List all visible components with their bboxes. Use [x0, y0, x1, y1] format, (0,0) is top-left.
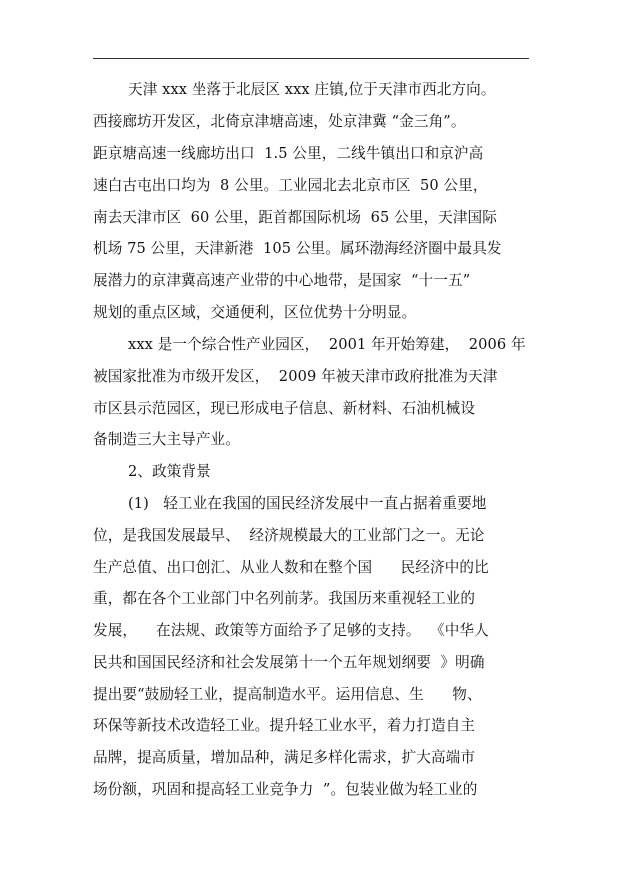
text-line: 场份额，巩固和提高轻工业竞争力 ”。包装业做为轻工业的 [93, 781, 478, 798]
text-line: 生产总值、出口创汇、从业人数和在整个国 民经济中的比 [93, 559, 489, 576]
header-rule [93, 58, 529, 59]
text-line: 距京塘高速一线廊坊出口 1.5 公里，二线牛镇出口和京沪高 [93, 145, 484, 162]
text-line: 速白古屯出口均为 8 公里。工业园北去北京市区 50 公里， [93, 177, 488, 194]
text-line: 民共和国国民经济和社会发展第十一个五年规划纲要 》明确 [93, 654, 485, 671]
text-line: 品牌，提高质量，增加品种，满足多样化需求，扩大高端市 [93, 749, 476, 766]
text-line: 被国家批准为市级开发区， 2009 年被天津市政府批准为天津 [93, 368, 498, 385]
text-line: 展潜力的京津冀高速产业带的中心地带，是国家 “十一五” [93, 272, 471, 289]
text-line: 备制造三大主导产业。 [93, 431, 240, 448]
text-line: (1) 轻工业在我国的国民经济发展中一直占据着重要地 [128, 495, 487, 512]
text-line: xxx 是一个综合性产业园区， 2001 年开始筹建， 2006 年 [128, 336, 526, 353]
text-line: 市区县示范园区，现已形成电子信息、新材料、石油机械设 [93, 400, 476, 417]
text-line: 位，是我国发展最早、 经济规模最大的工业部门之一。无论 [93, 527, 485, 544]
text-line: 发展， 在法规、政策等方面给予了足够的支持。 《中华人 [93, 622, 489, 639]
text-line: 重，都在各个工业部门中名列前茅。我国历来重视轻工业的 [93, 590, 476, 607]
section-heading: 2、政策背景 [128, 463, 211, 480]
text-line: 环保等新技术改造轻工业。提升轻工业水平，着力打造自主 [93, 717, 476, 734]
text-line: 规划的重点区域，交通便利，区位优势十分明显。 [93, 304, 417, 321]
text-line: 天津 xxx 坐落于北辰区 xxx 庄镇,位于天津市西北方向。 [128, 81, 496, 98]
text-line: 南去天津市区 60 公里，距首都国际机场 65 公里，天津国际 [93, 209, 497, 226]
text-line: 西接廊坊开发区，北倚京津塘高速，处京津冀 “金三角”。 [93, 113, 466, 130]
text-line: 机场 75 公里，天津新港 105 公里。属环渤海经济圈中最具发 [93, 240, 502, 257]
text-line: 提出要“鼓励轻工业，提高制造水平。运用信息、生 物、 [93, 686, 482, 703]
